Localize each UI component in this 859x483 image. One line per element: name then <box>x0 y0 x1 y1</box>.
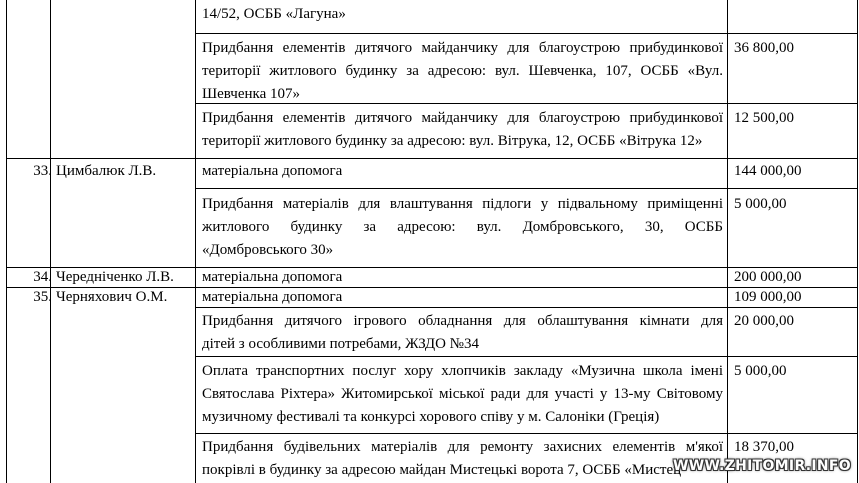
table-row-amount: 5 000,00 <box>734 196 787 212</box>
site-watermark: WWW.ZHITOMIR.INFO <box>672 458 851 474</box>
description-line: Святослава Ріхтера» Житомирської міської ради для участі у 13-му Світовому <box>202 386 723 402</box>
table-row-amount: 144 000,00 <box>734 163 802 179</box>
table-row-description <box>202 360 723 429</box>
row-border <box>195 188 858 189</box>
table-row-name: Черняхович О.М. <box>56 289 168 305</box>
description-line: музичному фестивалі та конкурсі хорового співу у м. Салоніки (Греція) <box>202 409 660 425</box>
description-line: житлового будинку за адресою: вул. Домбровського, 30, ОСББ <box>202 219 723 235</box>
table-row-amount: 12 500,00 <box>734 110 794 126</box>
description-line: матеріальна допомога <box>202 289 343 305</box>
description-line: «Домбровського 30» <box>202 242 334 258</box>
table-row-description <box>202 310 723 356</box>
description-line: Придбання елементів дитячого майданчику для благоустрою прибудинкової <box>202 110 723 126</box>
table-row-amount: 109 000,00 <box>734 289 802 305</box>
col-border-right <box>857 0 858 483</box>
table-row-amount: 20 000,00 <box>734 313 794 329</box>
col-border-num <box>50 0 51 483</box>
table-row-description <box>202 193 723 262</box>
description-line: території житлового будинку за адресою: вул. Шевченка, 107, ОСББ «Вул. <box>202 63 723 79</box>
description-line: Оплата транспортних послуг хору хлопчиків закладу «Музична школа імені <box>202 363 723 379</box>
description-line: Придбання дитячого ігрового обладнання для облаштування кімнати для <box>202 313 723 329</box>
table-row-name: Чередніченко Л.В. <box>56 269 174 285</box>
table-row-amount: 200 000,00 <box>734 269 802 285</box>
table-row-description <box>202 436 723 482</box>
table-row-number: 35. <box>33 289 52 305</box>
row-border <box>195 433 858 434</box>
description-line: дітей з особливими потребами, ЖЗДО №34 <box>202 336 479 352</box>
description-line: Шевченка 107» <box>202 86 300 102</box>
col-border-left <box>6 0 7 483</box>
table-row-description <box>202 3 723 26</box>
description-line: 14/52, ОСББ «Лагуна» <box>202 6 346 22</box>
description-line: матеріальна допомога <box>202 163 343 179</box>
row-border <box>195 356 858 357</box>
description-line: Придбання будівельних матеріалів для ремонту захисних елементів м'якої <box>202 439 723 455</box>
row-border <box>195 33 858 34</box>
table-row-description <box>202 160 723 183</box>
table-row-description <box>202 286 723 309</box>
row-border <box>6 158 858 159</box>
table-row-amount: 5 000,00 <box>734 363 787 379</box>
table-row-number: 33. <box>33 163 52 179</box>
col-border-desc <box>727 0 728 483</box>
table-row-amount: 18 370,00 <box>734 439 794 455</box>
description-line: матеріальна допомога <box>202 269 343 285</box>
description-line: покрівлі в будинку за адресою майдан Мистецькі ворота 7, ОСББ «Мистец <box>202 462 682 478</box>
description-line: Придбання матеріалів для влаштування підлоги у підвальному приміщенні <box>202 196 723 212</box>
description-line: території житлового будинку за адресою: вул. Вітрука, 12, ОСББ «Вітрука 12» <box>202 133 703 149</box>
table-row-description <box>202 107 723 153</box>
col-border-name <box>195 0 196 483</box>
table-row-description <box>202 37 723 106</box>
table-row-amount: 36 800,00 <box>734 40 794 56</box>
description-line: Придбання елементів дитячого майданчику для благоустрою прибудинкової <box>202 40 723 56</box>
table-row-name: Цимбалюк Л.В. <box>56 163 157 179</box>
table-row-number: 34. <box>33 269 52 285</box>
